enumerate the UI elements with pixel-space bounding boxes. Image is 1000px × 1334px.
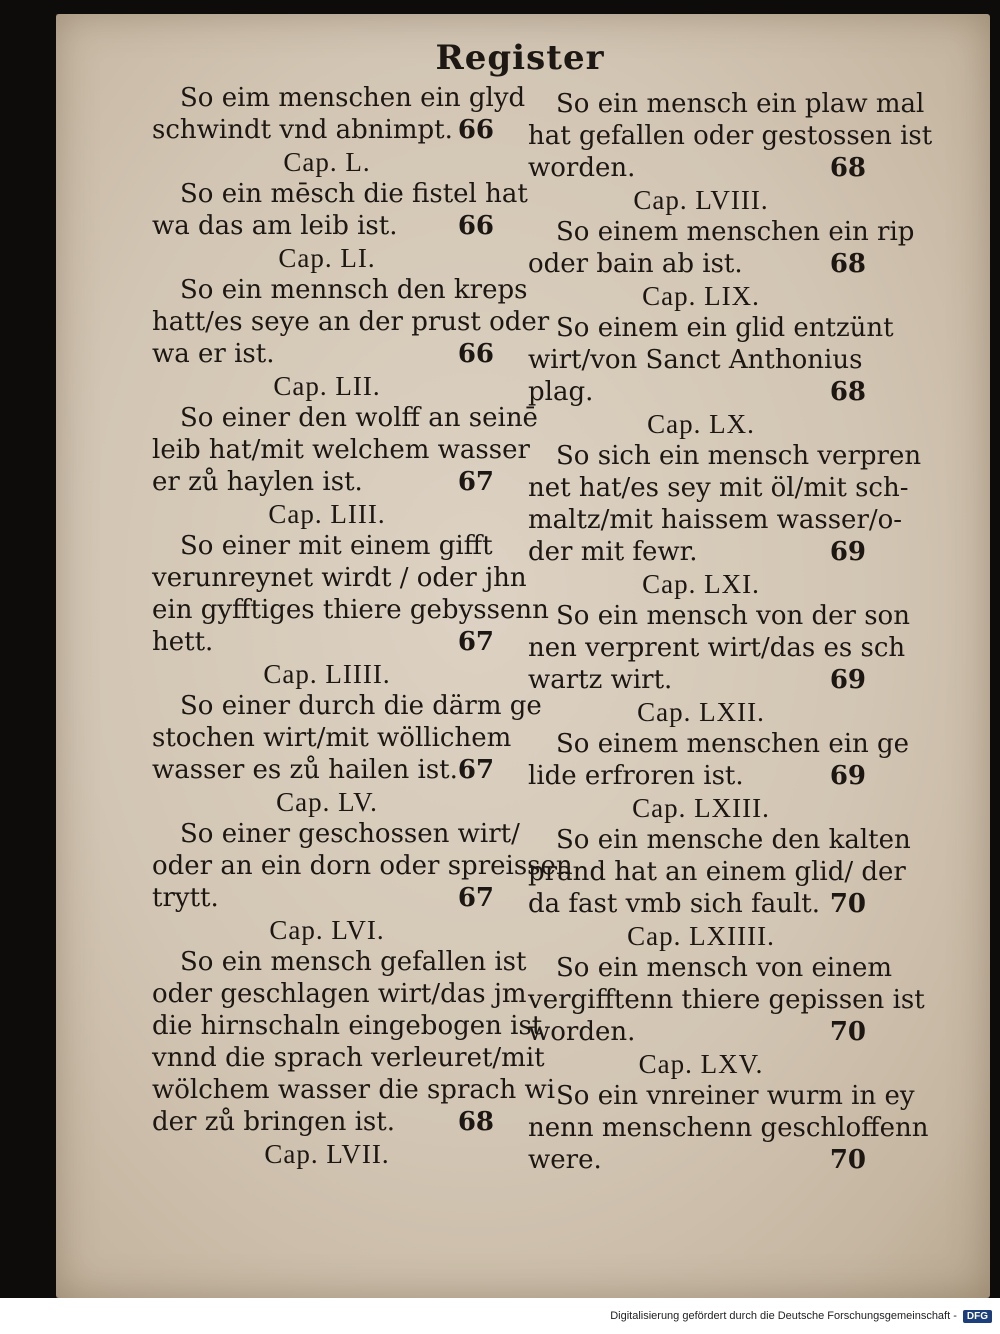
entry-line: nenn menschenn geschloffenn: [528, 1113, 929, 1143]
entry-line: So einer den wolff an seinē: [180, 403, 538, 433]
register-entry: [152, 274, 550, 370]
entry-line: maltz/mit haissem wasser/o-: [528, 505, 903, 535]
page-number: 66: [457, 211, 494, 241]
chapter-heading: Cap. L.: [283, 147, 371, 177]
footer-bar: [0, 1298, 1000, 1334]
chapter-heading: Cap. LIII.: [268, 499, 386, 529]
entry-line: were.: [528, 1145, 602, 1175]
register-entry: [528, 1080, 929, 1176]
register-entry: [528, 728, 910, 792]
chapter-heading: Cap. LXIIII.: [627, 921, 775, 951]
chapter-heading: Cap. LXI.: [642, 569, 760, 599]
chapter-heading: Cap. LII.: [273, 371, 381, 401]
chapter-heading: Cap. LV.: [276, 787, 378, 817]
entry-line: wa er ist.: [152, 339, 275, 369]
entry-line: prand hat an einem glid/ der: [528, 857, 906, 887]
register-entry: [152, 178, 528, 242]
right-column: [528, 88, 933, 1176]
chapter-heading: Cap. LVII.: [264, 1139, 390, 1169]
chapter-heading: Cap. LXIII.: [632, 793, 770, 823]
entry-line: der mit fewr.: [528, 537, 698, 567]
entry-line: So einem ein glid entzünt: [556, 313, 894, 343]
chapter-heading: Cap. LX.: [647, 409, 755, 439]
entry-line: So ein mennsch den kreps: [180, 275, 528, 305]
entry-line: verunreynet wirdt / oder jhn: [152, 563, 527, 593]
page-number: 69: [829, 537, 866, 567]
entry-line: worden.: [528, 153, 636, 183]
register-entry: [528, 440, 922, 568]
entry-line: vnnd die sprach verleuret/mit: [152, 1043, 545, 1073]
entry-line: So einer geschossen wirt/: [180, 819, 520, 849]
entry-line: oder geschlagen wirt/das jm: [152, 979, 527, 1009]
page-number: 70: [829, 1017, 866, 1047]
register-entry: [528, 312, 894, 408]
entry-line: nen verprent wirt/das es sch: [528, 633, 906, 663]
entry-line: So ein mensche den kalten: [556, 825, 911, 855]
page-number: 67: [457, 467, 494, 497]
running-head: Register: [435, 38, 605, 78]
entry-line: plag.: [528, 377, 594, 407]
entry-line: wirt/von Sanct Anthonius: [528, 345, 863, 375]
entry-line: So ein vnreiner wurm in ey: [556, 1081, 915, 1111]
page-number: 68: [829, 249, 866, 279]
register-entry: [152, 690, 542, 786]
entry-line: vergifftenn thiere gepissen ist: [528, 985, 925, 1015]
chapter-heading: Cap. LVI.: [269, 915, 385, 945]
register-entry: [152, 818, 573, 914]
entry-line: hatt/es seye an der prust oder: [152, 307, 550, 337]
entry-line: So ein mēsch die fistel hat: [180, 179, 528, 209]
entry-line: So einer mit einem gifft: [180, 531, 493, 561]
page-number: 67: [457, 883, 494, 913]
entry-line: wa das am leib ist.: [152, 211, 398, 241]
entry-line: hat gefallen oder gestossen ist: [528, 121, 933, 151]
entry-line: wölchem wasser die sprach wi: [152, 1075, 556, 1105]
entry-line: So ein mensch von einem: [556, 953, 892, 983]
entry-line: wartz wirt.: [528, 665, 673, 695]
entry-line: stochen wirt/mit wöllichem: [152, 723, 512, 753]
entry-line: oder bain ab ist.: [528, 249, 743, 279]
entry-line: wasser es zů hailen ist.: [152, 755, 458, 785]
register-entry: [152, 82, 526, 146]
entry-line: So einer durch die därm ge: [180, 691, 542, 721]
register-entry: [528, 216, 915, 280]
chapter-heading: Cap. LIIII.: [263, 659, 391, 689]
page-number: 67: [457, 627, 494, 657]
register-entry: [528, 952, 925, 1048]
register-entry: [152, 402, 538, 498]
entry-line: da fast vmb sich fault.: [528, 889, 820, 919]
entry-line: So sich ein mensch verpren: [556, 441, 922, 471]
chapter-heading: Cap. LXII.: [637, 697, 765, 727]
entry-line: ein gyfftiges thiere gebyssenn: [152, 595, 549, 625]
register-entry: [528, 600, 910, 696]
entry-line: hett.: [152, 627, 214, 657]
page-number: 66: [457, 339, 494, 369]
entry-line: net hat/es sey mit öl/mit sch-: [528, 473, 909, 503]
entry-line: trytt.: [152, 883, 219, 913]
entry-line: worden.: [528, 1017, 636, 1047]
entry-line: So ein mensch ein plaw mal: [556, 89, 925, 119]
page-number: 70: [829, 1145, 866, 1175]
page-number: 69: [829, 761, 866, 791]
chapter-heading: Cap. LIX.: [642, 281, 760, 311]
entry-line: So einem menschen ein rip: [556, 217, 915, 247]
page-number: 67: [457, 755, 495, 785]
entry-line: So eim menschen ein glyd: [180, 83, 526, 113]
entry-line: leib hat/mit welchem wasser: [152, 435, 530, 465]
register-entry: [528, 824, 911, 920]
page-number: 68: [829, 377, 866, 407]
entry-line: die hirnschaln eingebogen ist: [152, 1011, 543, 1041]
chapter-heading: Cap. LI.: [278, 243, 376, 273]
chapter-heading: Cap. LVIII.: [633, 185, 769, 215]
dfg-logo: DFG: [963, 1310, 992, 1323]
entry-line: der zů bringen ist.: [152, 1107, 395, 1137]
page-number: 68: [829, 153, 866, 183]
footer-credit: Digitalisierung gefördert durch die Deutsche Forschungsgemeinschaft -: [610, 1310, 957, 1322]
register-entry: [528, 88, 933, 184]
page-number: 69: [829, 665, 866, 695]
entry-line: er zů haylen ist.: [152, 467, 363, 497]
register-entry: [152, 946, 556, 1138]
entry-line: So ein mensch von der son: [556, 601, 910, 631]
entry-line: So einem menschen ein ge: [556, 729, 910, 759]
entry-line: schwindt vnd abnimpt.: [152, 115, 453, 145]
page-number: 66: [457, 115, 494, 145]
entry-line: lide erfroren ist.: [528, 761, 744, 791]
entry-line: So ein mensch gefallen ist: [180, 947, 527, 977]
page-number: 68: [457, 1107, 494, 1137]
chapter-heading: Cap. LXV.: [638, 1049, 764, 1079]
page-number: 70: [829, 889, 866, 919]
register-entry: [152, 530, 549, 658]
entry-line: oder an ein dorn oder spreissen: [152, 851, 573, 881]
